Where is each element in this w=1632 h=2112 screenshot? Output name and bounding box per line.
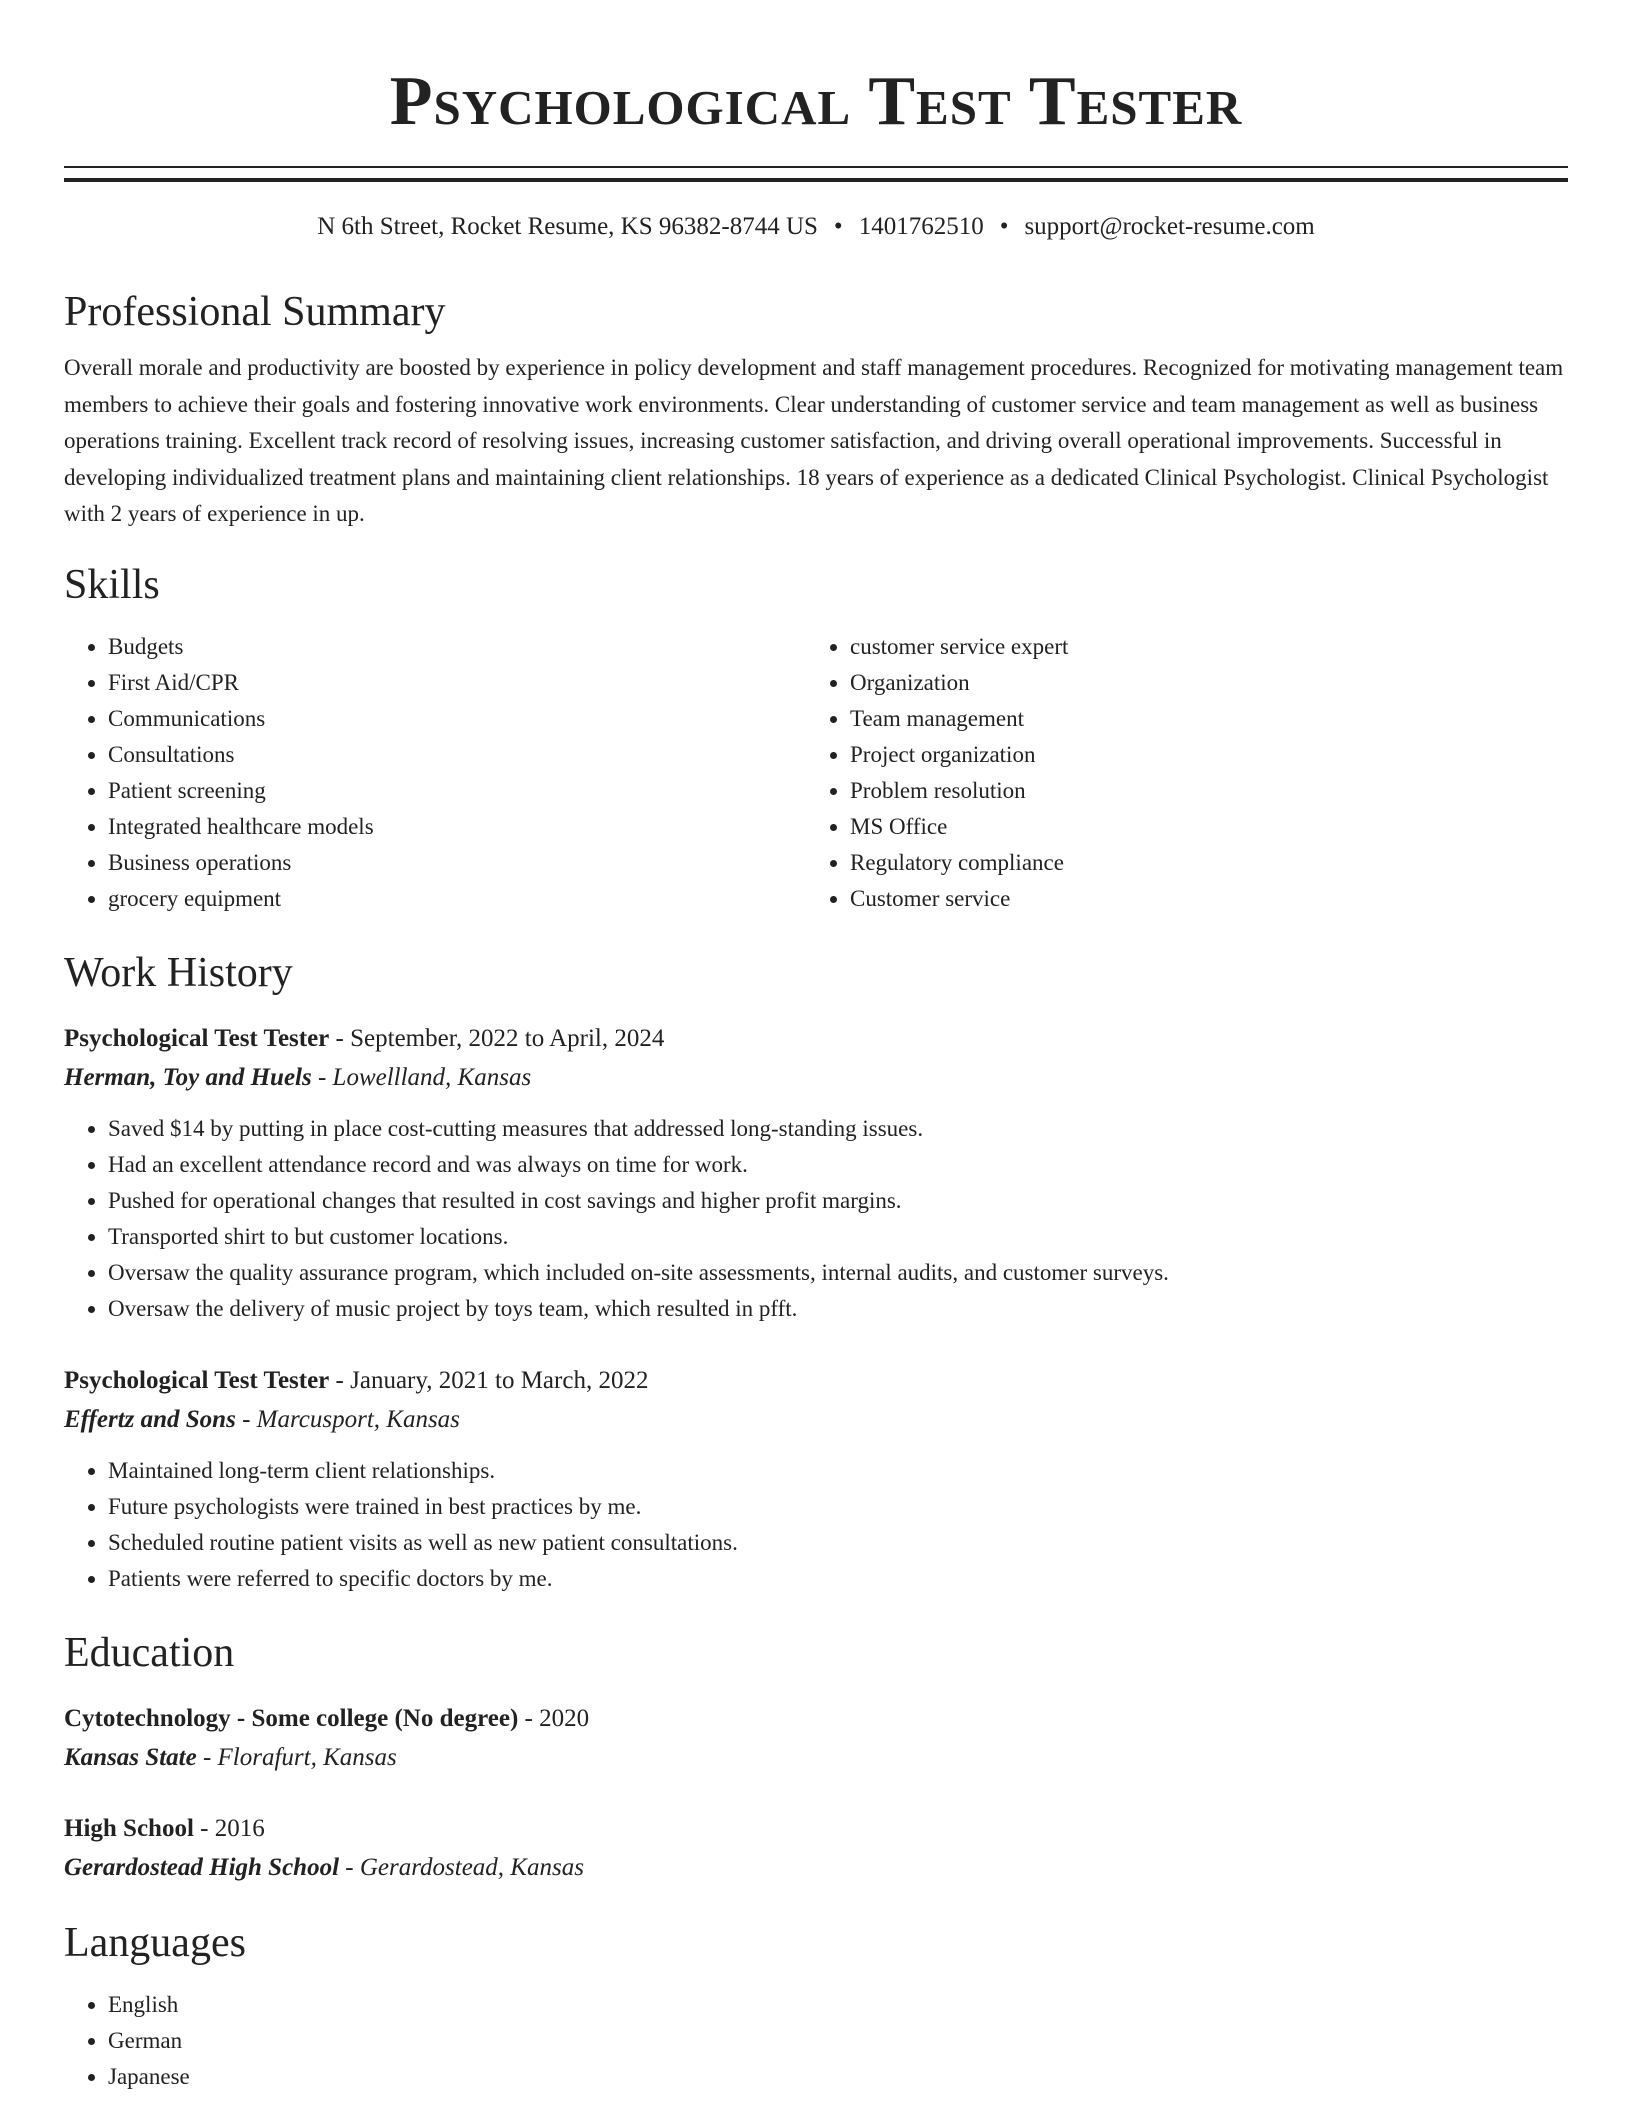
education-location: - Florafurt, Kansas: [196, 1743, 397, 1771]
skill-item: • Budgets: [108, 629, 806, 665]
contact-address: N 6th Street, Rocket Resume, KS 96382-8744 US: [317, 213, 818, 240]
education-school-line: [64, 1848, 1568, 1887]
contact-email[interactable]: support@rocket-resume.com: [1024, 213, 1315, 240]
job-duties-list: [64, 1453, 1568, 1597]
skill-item: • Consultations: [108, 737, 806, 773]
job-company: Effertz and Sons: [64, 1405, 236, 1433]
education-degree: High School: [64, 1814, 194, 1842]
job-duty: • Saved $14 by putting in place cost-cutting measures that addressed long-standing issues.: [108, 1111, 1568, 1147]
skills-list-left: [64, 629, 806, 917]
skill-item: • Team management: [850, 701, 1548, 737]
education-year: - 2016: [193, 1814, 265, 1842]
job-header: [64, 1019, 1568, 1058]
skills-heading: Skills: [64, 561, 160, 608]
skills-list-right: [806, 629, 1548, 917]
skill-item: • grocery equipment: [108, 881, 806, 917]
language-item: • German: [108, 2023, 1568, 2059]
contact-line: [64, 210, 1568, 244]
contact-separator: •: [999, 213, 1009, 240]
skill-item: • Problem resolution: [850, 773, 1548, 809]
job-duty: • Had an excellent attendance record and was always on time for work.: [108, 1147, 1568, 1183]
skill-item: • Business operations: [108, 845, 806, 881]
contact-phone: 1401762510: [858, 213, 984, 240]
job-location: - Marcusport, Kansas: [235, 1405, 460, 1433]
education-entry: [64, 1699, 1568, 1777]
job-duty: • Patients were referred to specific doctors by me.: [108, 1561, 1568, 1597]
job-entry: [64, 1019, 1568, 1327]
education-school: Gerardostead High School: [64, 1853, 340, 1881]
job-duty: • Oversaw the quality assurance program, which included on-site assessments, internal audits, and customer surveys.: [108, 1255, 1568, 1291]
job-employer: [64, 1400, 1568, 1439]
skill-item: • MS Office: [850, 809, 1548, 845]
contact-separator: •: [833, 213, 843, 240]
skill-item: • Regulatory compliance: [850, 845, 1548, 881]
skill-item: • Patient screening: [108, 773, 806, 809]
job-company: Herman, Toy and Huels: [64, 1063, 312, 1091]
summary-heading: Professional Summary: [64, 289, 446, 335]
job-duties-list: [64, 1111, 1568, 1327]
skill-item: • First Aid/CPR: [108, 665, 806, 701]
education-school-line: [64, 1738, 1568, 1777]
job-header: [64, 1361, 1568, 1400]
education-heading: Education: [64, 1629, 235, 1676]
skill-item: • Organization: [850, 665, 1548, 701]
education-location: - Gerardostead, Kansas: [339, 1853, 584, 1881]
languages-list: [64, 1987, 1568, 2095]
education-year: - 2020: [518, 1704, 590, 1732]
job-duty: • Oversaw the delivery of music project by toys team, which resulted in pfft.: [108, 1291, 1568, 1327]
job-duty: • Scheduled routine patient visits as well as new patient consultations.: [108, 1525, 1568, 1561]
job-position: Psychological Test Tester: [64, 1024, 330, 1052]
job-dates: - January, 2021 to March, 2022: [329, 1366, 649, 1394]
job-entry: [64, 1361, 1568, 1597]
job-dates: - September, 2022 to April, 2024: [329, 1024, 665, 1052]
job-duty: • Pushed for operational changes that resulted in cost savings and higher profit margins.: [108, 1183, 1568, 1219]
education-degree-line: [64, 1809, 1568, 1848]
skill-item: • Integrated healthcare models: [108, 809, 806, 845]
job-duty: • Future psychologists were trained in best practices by me.: [108, 1489, 1568, 1525]
work-history-heading: Work History: [64, 949, 293, 996]
title-divider: [64, 166, 1568, 182]
job-position: Psychological Test Tester: [64, 1366, 330, 1394]
skill-item: • Project organization: [850, 737, 1548, 773]
skill-item: • Communications: [108, 701, 806, 737]
resume-title: Psychological Test Tester: [389, 63, 1243, 140]
education-degree-line: [64, 1699, 1568, 1738]
job-location: - Lowellland, Kansas: [311, 1063, 532, 1091]
job-duty: • Transported shirt to but customer locations.: [108, 1219, 1568, 1255]
job-employer: [64, 1058, 1568, 1097]
summary-text: Overall morale and productivity are boosted by experience in policy development and staff management procedures. Recognized for motivating management team members to achieve their goals and fostering innovative work environments. Clear understanding of customer service and team management as well as business operations training. Excellent track record of resolving issues, increasing customer satisfaction, and driving overall operational improvements. Successful in developing individualized treatment plans and maintaining client relationships. 18 years of experience as a dedicated Clinical Psychologist. Clinical Psychologist with 2 years of experience in up.: [64, 355, 1564, 526]
skill-item: • Customer service: [850, 881, 1548, 917]
skill-item: • customer service expert: [850, 629, 1548, 665]
education-school: Kansas State: [64, 1743, 197, 1771]
language-item: • Japanese: [108, 2059, 1568, 2095]
skills-columns: [64, 629, 1568, 917]
languages-heading: Languages: [64, 1919, 246, 1966]
education-entry: [64, 1809, 1568, 1887]
education-degree: Cytotechnology - Some college (No degree): [64, 1704, 519, 1732]
job-duty: • Maintained long-term client relationships.: [108, 1453, 1568, 1489]
language-item: • English: [108, 1987, 1568, 2023]
